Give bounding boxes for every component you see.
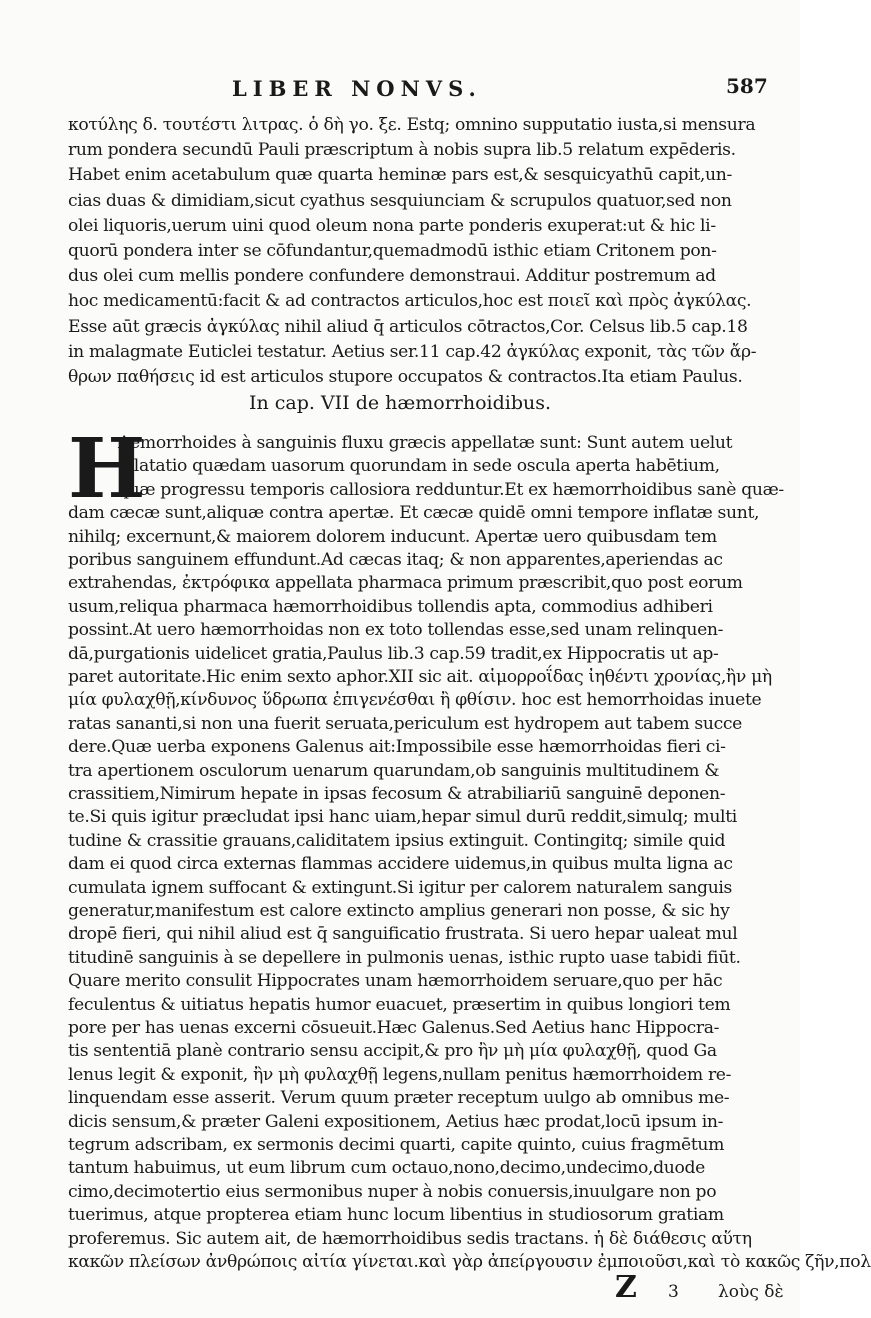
text-line: te.Si quis igitur præcludat ipsi hanc uiam,hepar simul durū reddit,simulq; multi	[68, 807, 737, 828]
text-line: olei liquoris,uerum uini quod oleum nona parte ponderis exuperat:ut & hic li-	[68, 215, 716, 236]
text-line: ratas sananti,si non una fuerit seruata,periculum est hydropem aut tabem succe	[68, 713, 742, 734]
catchword: λοὺς δὲ	[718, 1282, 784, 1302]
text-line: linquendam esse asserit. Verum quum præter receptum uulgo ab omnibus me-	[68, 1088, 730, 1109]
text-line: feculentus & uitiatus hepatis humor euacuet, præsertim in quibus longiori tem	[68, 994, 731, 1015]
text-line: κακῶν πλείσων ἀνθρώποις αἰτία γίνεται.καὶ γὰρ ἀπείργουσιν ἐμποιοῦσι,καὶ τὸ κακῶς ζῆν,πολ	[68, 1252, 871, 1272]
text-line: titudinē sanguinis à se depellere in pulmonis uenas, isthic rupto uase tabidi fiūt.	[68, 947, 741, 968]
text-line: κοτύλης δ. τουτέστι λιτρας. ὁ δὴ γο. ξε. Estq; omnino supputatio iusta,si mensura	[68, 115, 756, 135]
text-line: dā,purgationis uidelicet gratia,Paulus lib.3 cap.59 tradit,ex Hippocratis ut ap-	[68, 643, 719, 664]
page-number: 587	[726, 74, 768, 98]
text-line: dropē fieri, qui nihil aliud est q̄ sanguificatio frustrata. Si uero hepar ualeat mul	[68, 924, 738, 945]
running-header: LIBER NONVS.	[232, 76, 482, 101]
text-line: μία φυλαχθῇ,κίνδυνος ὕδρωπα ἐπιγενέσθαι ἢ φθίσιν. hoc est hemorrhoidas inuete	[68, 690, 762, 711]
text-line: hoc medicamentū:facit & ad contractos articulos,hoc est ποιεῖ καὶ πρὸς ἀγκύλας.	[68, 291, 752, 312]
text-line: crassitiem,Nimirum hepate in ipsas fecosum & atrabiliariū sanguinē deponen-	[68, 784, 726, 804]
text-line: tuerimus, atque propterea etiam hunc locum libentius in studiosorum gratiam	[68, 1205, 724, 1226]
text-line: cumulata ignem suffocant & extingunt.Si igitur per calorem naturalem sanguis	[68, 877, 733, 898]
text-line: in malagmate Euticlei testatur. Aetius ser.11 cap.42 ἀγκύλας exponit, τὰς τῶν ἄρ-	[68, 341, 757, 362]
text-line: rum pondera secundū Pauli præscriptum à nobis supra lib.5 relatum expēderis.	[68, 140, 736, 161]
text-line: dicis sensum,& præter Galeni expositionem, Aetius hæc prodat,locū ipsum in-	[68, 1111, 724, 1132]
text-line: θρων παθήσεις id est articulos stupore occupatos & contractos.Ita etiam Paulus.	[68, 367, 743, 387]
text-line: Quare merito consulit Hippocrates unam hæmorrhoidem seruare,quo per hāc	[68, 971, 723, 992]
text-line: Esse aūt græcis ἀγκύλας nihil aliud q̄ articulos cōtractos,Cor. Celsus lib.5 cap.18	[68, 316, 748, 337]
signature-mark: Z	[615, 1270, 637, 1305]
text-line: dus olei cum mellis pondere confundere demonstraui. Additur postremum ad	[68, 266, 716, 287]
text-line: pore per has uenas excerni cōsueuit.Hæc Galenus.Sed Aetius hanc Hippocra-	[68, 1018, 720, 1038]
text-line: tudine & crassitie grauans,caliditatem ipsius extinguit. Contingitq; simile quid	[68, 830, 726, 851]
text-line: Habet enim acetabulum quæ quarta heminæ pars est,& sesquicyathū capit,un-	[68, 165, 732, 186]
text-line: paret autoritate.Hic enim sexto aphor.XII sic ait. αἱμορροΐδας ἰηθέντι χρονίας,ἢν μὴ	[68, 667, 772, 687]
text-line: dilatatio quædam uasorum quorundam in sede oscula aperta habētium,	[118, 456, 720, 477]
text-line: nihilq; excernunt,& maiorem dolorem inducunt. Apertæ uero quibusdam tem	[68, 526, 717, 547]
text-line: generatur,manifestum est calore extincto amplius generari non posse, & sic hy	[68, 901, 730, 921]
text-line: tis sententiā planè contrario sensu accipit,& pro ἢν μὴ μία φυλαχθῇ, quod Ga	[68, 1041, 717, 1062]
text-line: extrahendas, ἐκτρόφικα appellata pharmaca primum præscribit,quo post eorum	[68, 573, 743, 594]
text-line: possint.At uero hæmorrhoidas non ex toto tollendas esse,sed unam relinquen-	[68, 620, 724, 641]
text-line: cimo,decimotertio eius sermonibus nuper à nobis conuersis,inuulgare non po	[68, 1181, 717, 1202]
text-line: dam ei quod circa externas flammas accidere uidemus,in quibus multa ligna ac	[68, 854, 733, 875]
signature-number: 3	[668, 1282, 679, 1302]
text-line: usum,reliqua pharmaca hæmorrhoidibus tollendis apta, commodius adhiberi	[68, 596, 713, 617]
text-line: cias duas & dimidiam,sicut cyathus sesquiunciam & scrupulos quatuor,sed non	[68, 190, 732, 211]
text-line: tegrum adscribam, ex sermonis decimi quarti, capite quinto, cuius fragmētum	[68, 1135, 725, 1155]
text-line: tra apertionem osculorum uenarum quarundam,ob sanguinis multitudinem &	[68, 760, 720, 781]
text-line: quæ progressu temporis callosiora redduntur.Et ex hæmorrhoidibus sanè quæ-	[118, 479, 784, 500]
text-line: quorū pondera inter se cōfundantur,quemadmodū isthic etiam Critonem pon-	[68, 241, 717, 261]
text-line: Aemorrhoides à sanguinis fluxu græcis appellatæ sunt: Sunt autem uelut	[118, 433, 733, 453]
text-line: dam cæcæ sunt,aliquæ contra apertæ. Et cæcæ quidē omni tempore inflatæ sunt,	[68, 503, 760, 524]
section-heading: In cap. VII de hæmorrhoidibus.	[248, 392, 552, 414]
text-line: tantum habuimus, ut eum librum cum octauo,nono,decimo,undecimo,duode	[68, 1158, 705, 1179]
text-line: dere.Quæ uerba exponens Galenus ait:Impossibile esse hæmorrhoidas fieri ci-	[68, 737, 726, 758]
text-line: lenus legit & exponit, ἢν μὴ φυλαχθῇ legens,nullam penitus hæmorrhoidem re-	[68, 1064, 732, 1085]
drop-cap: H	[68, 421, 146, 517]
text-line: poribus sanguinem effundunt.Ad cæcas itaq; & non apparentes,aperiendas ac	[68, 550, 723, 570]
text-line: proferemus. Sic autem ait, de hæmorrhoidibus sedis tractans. ἡ δὲ διάθεσις αὕτη	[68, 1228, 752, 1249]
